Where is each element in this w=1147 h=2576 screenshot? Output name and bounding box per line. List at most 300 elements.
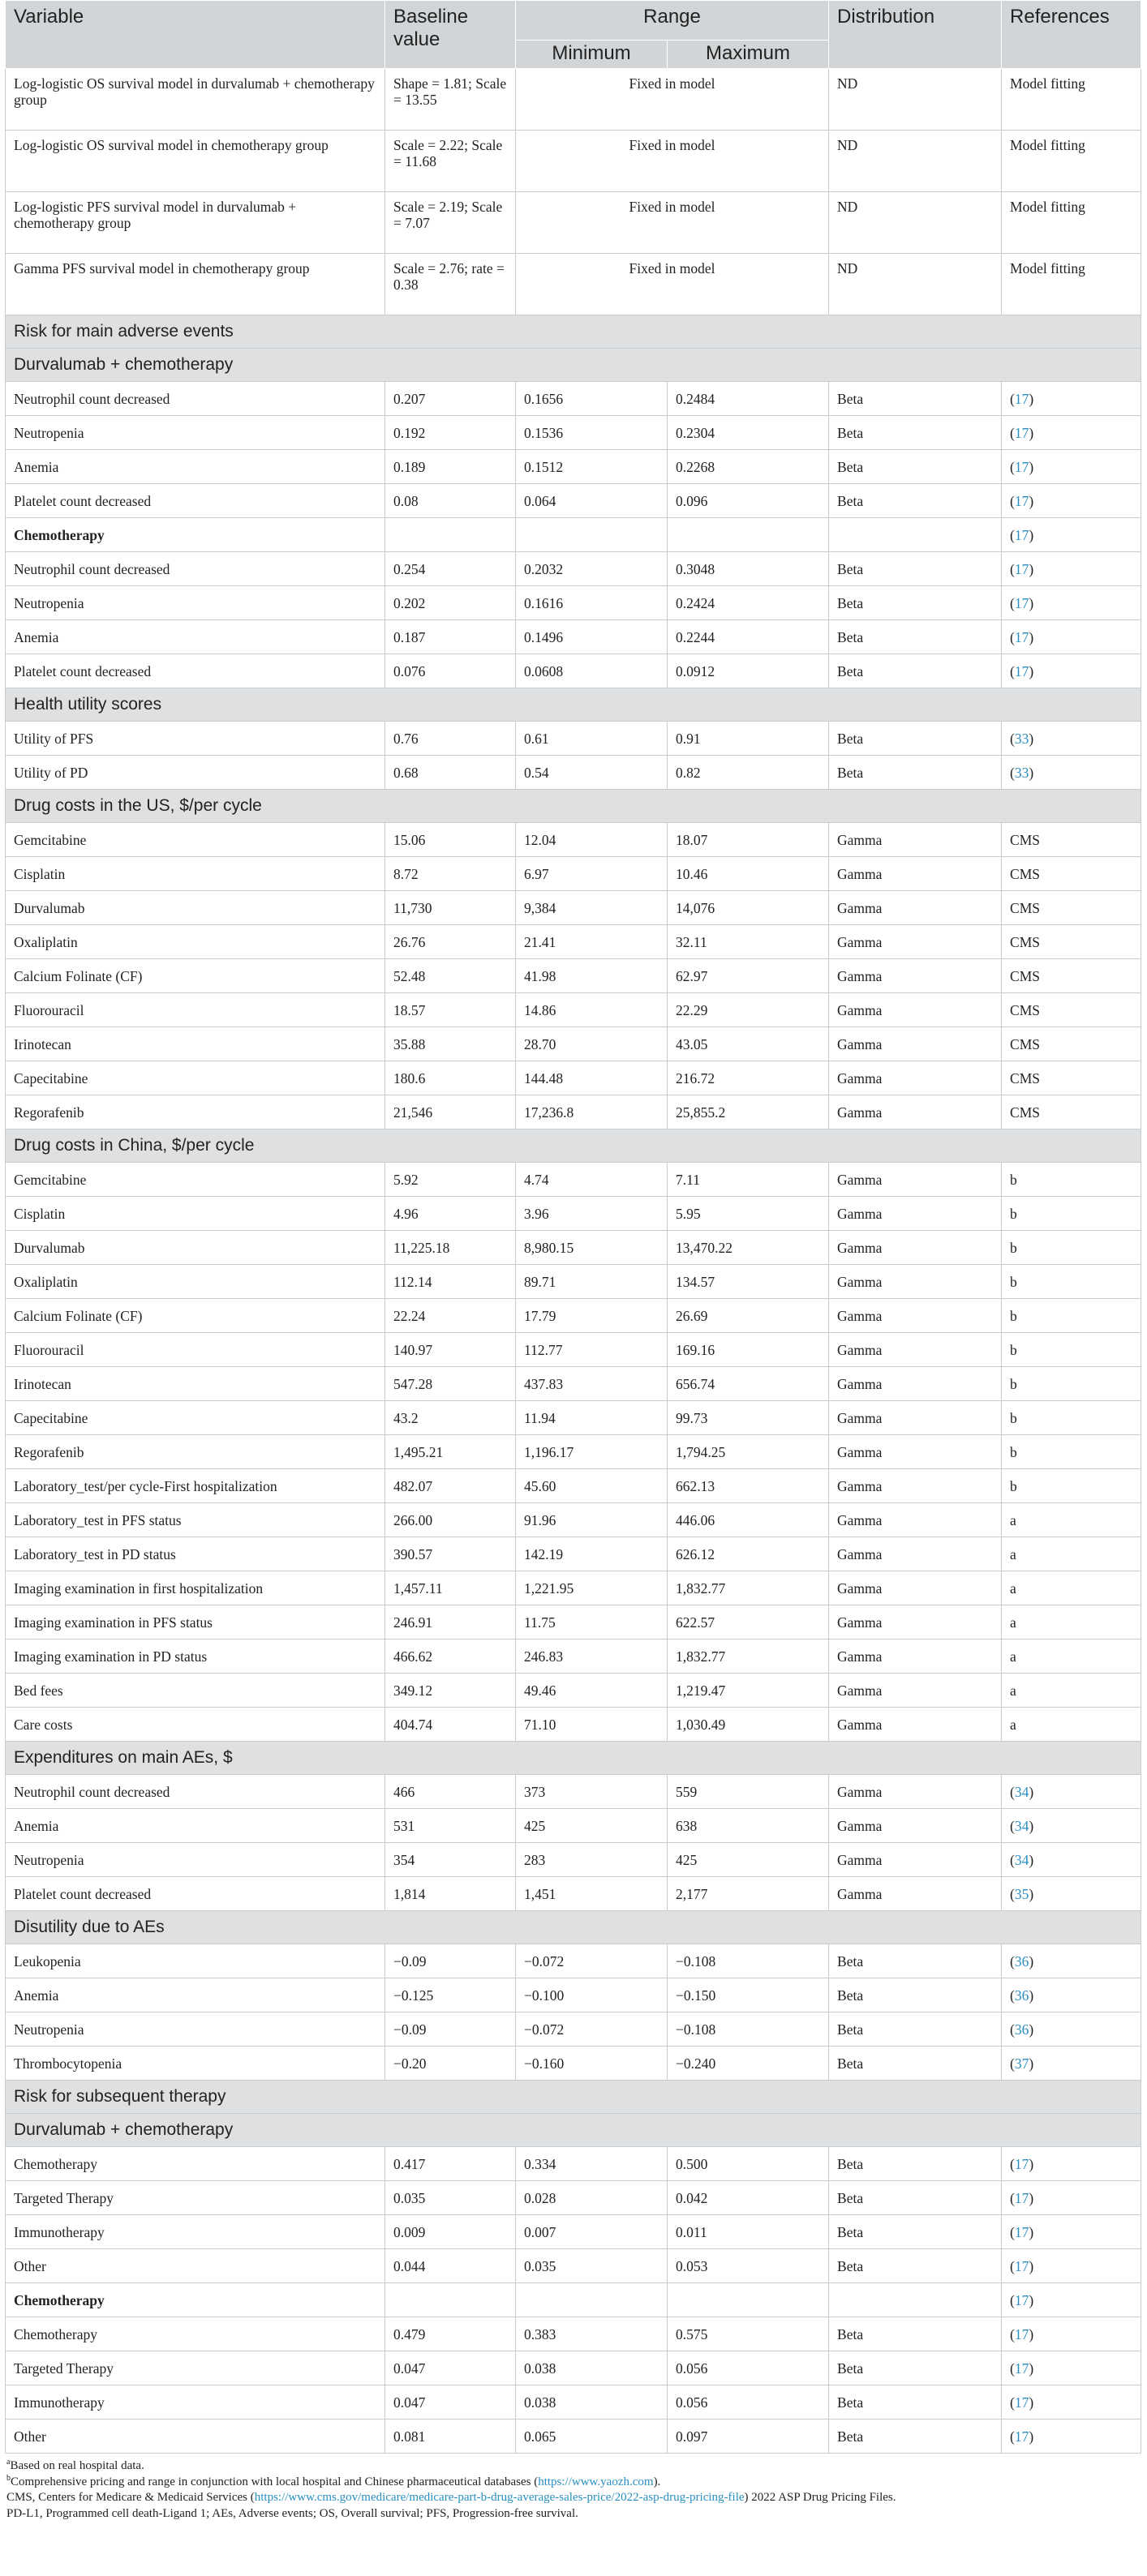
cell-distribution: Beta bbox=[829, 2181, 1002, 2215]
cell-variable: Oxaliplatin bbox=[6, 925, 385, 959]
section-title: Durvalumab + chemotherapy bbox=[6, 2114, 1141, 2147]
cell-minimum: 17,236.8 bbox=[516, 1095, 668, 1129]
cell-maximum bbox=[668, 2283, 829, 2317]
cell-reference: (17) bbox=[1002, 2181, 1141, 2215]
parameters-table bbox=[5, 0, 1141, 2454]
cell-reference: b bbox=[1002, 1163, 1141, 1197]
cell-variable: Neutropenia bbox=[6, 416, 385, 450]
cell-distribution: Beta bbox=[829, 552, 1002, 586]
table-row bbox=[6, 1333, 1141, 1367]
reference-link[interactable]: 17 bbox=[1014, 424, 1029, 441]
cell-baseline: 8.72 bbox=[385, 857, 516, 891]
table-row bbox=[6, 416, 1141, 450]
reference-link[interactable]: 33 bbox=[1014, 730, 1029, 747]
reference-link[interactable]: 36 bbox=[1014, 2021, 1029, 2038]
cell-maximum: 22.29 bbox=[668, 993, 829, 1027]
cell-maximum: 0.097 bbox=[668, 2420, 829, 2454]
reference-link[interactable]: 37 bbox=[1014, 2055, 1029, 2072]
cell-maximum bbox=[668, 518, 829, 552]
cell-variable: Bed fees bbox=[6, 1674, 385, 1708]
table-row bbox=[6, 2215, 1141, 2249]
cell-distribution: Gamma bbox=[829, 1605, 1002, 1639]
section-header-row bbox=[6, 790, 1141, 823]
table-row bbox=[6, 2420, 1141, 2454]
table-row bbox=[6, 1843, 1141, 1877]
cell-maximum: 134.57 bbox=[668, 1265, 829, 1299]
cell-variable: Chemotherapy bbox=[6, 2317, 385, 2351]
cell-minimum bbox=[516, 518, 668, 552]
cell-maximum: 0.0912 bbox=[668, 654, 829, 688]
reference-link[interactable]: 17 bbox=[1014, 2155, 1029, 2172]
table-row bbox=[6, 2385, 1141, 2420]
cell-distribution: Gamma bbox=[829, 1843, 1002, 1877]
cell-reference: b bbox=[1002, 1197, 1141, 1231]
section-title: Risk for subsequent therapy bbox=[6, 2081, 1141, 2114]
cell-minimum: 437.83 bbox=[516, 1367, 668, 1401]
table-row bbox=[6, 2249, 1141, 2283]
footnotes bbox=[6, 2458, 1147, 2522]
cell-reference: CMS bbox=[1002, 1095, 1141, 1129]
cell-baseline: 35.88 bbox=[385, 1027, 516, 1061]
cell-minimum: 142.19 bbox=[516, 1537, 668, 1571]
cell-variable: Chemotherapy bbox=[6, 518, 385, 552]
cell-distribution: Beta bbox=[829, 2249, 1002, 2283]
cell-maximum: 0.2424 bbox=[668, 586, 829, 620]
section-title: Durvalumab + chemotherapy bbox=[6, 349, 1141, 382]
header-references: References bbox=[1002, 1, 1141, 69]
cell-maximum: 18.07 bbox=[668, 823, 829, 857]
table-row bbox=[6, 654, 1141, 688]
table-row bbox=[6, 192, 1141, 254]
cell-minimum: 17.79 bbox=[516, 1299, 668, 1333]
cell-reference: b bbox=[1002, 1469, 1141, 1503]
cell-distribution: Beta bbox=[829, 450, 1002, 484]
cell-maximum: 0.056 bbox=[668, 2385, 829, 2420]
cell-baseline: 140.97 bbox=[385, 1333, 516, 1367]
cell-reference: (36) bbox=[1002, 2012, 1141, 2047]
cell-reference: (35) bbox=[1002, 1877, 1141, 1911]
table-row bbox=[6, 2283, 1141, 2317]
cell-minimum: 4.74 bbox=[516, 1163, 668, 1197]
cell-maximum: 656.74 bbox=[668, 1367, 829, 1401]
cell-baseline: 4.96 bbox=[385, 1197, 516, 1231]
cell-minimum: 45.60 bbox=[516, 1469, 668, 1503]
reference-link[interactable]: 35 bbox=[1014, 1885, 1029, 1902]
cell-baseline: −0.09 bbox=[385, 1944, 516, 1978]
cell-minimum: 0.383 bbox=[516, 2317, 668, 2351]
section-header-row bbox=[6, 315, 1141, 349]
cell-variable: Irinotecan bbox=[6, 1367, 385, 1401]
section-title: Risk for main adverse events bbox=[6, 315, 1141, 349]
cell-maximum: 1,030.49 bbox=[668, 1708, 829, 1742]
cell-baseline: 22.24 bbox=[385, 1299, 516, 1333]
cell-variable: Imaging examination in PFS status bbox=[6, 1605, 385, 1639]
cell-baseline: 404.74 bbox=[385, 1708, 516, 1742]
cell-minimum: 112.77 bbox=[516, 1333, 668, 1367]
cell-reference: (17) bbox=[1002, 2215, 1141, 2249]
reference-link[interactable]: 17 bbox=[1014, 594, 1029, 611]
cell-reference: (17) bbox=[1002, 382, 1141, 416]
reference-link[interactable]: 17 bbox=[1014, 526, 1029, 543]
cell-variable: Cisplatin bbox=[6, 1197, 385, 1231]
reference-link[interactable]: 17 bbox=[1014, 2189, 1029, 2206]
cell-range: Fixed in model bbox=[516, 254, 829, 315]
cell-reference: a bbox=[1002, 1708, 1141, 1742]
cell-baseline: 0.047 bbox=[385, 2351, 516, 2385]
cell-reference: (17) bbox=[1002, 2385, 1141, 2420]
cell-range: Fixed in model bbox=[516, 69, 829, 131]
cell-baseline: 0.254 bbox=[385, 552, 516, 586]
cell-reference: (17) bbox=[1002, 654, 1141, 688]
reference-link[interactable]: 17 bbox=[1014, 2325, 1029, 2342]
reference-link[interactable]: 17 bbox=[1014, 2257, 1029, 2274]
cell-distribution: Beta bbox=[829, 2012, 1002, 2047]
cell-maximum: 626.12 bbox=[668, 1537, 829, 1571]
cell-maximum: 662.13 bbox=[668, 1469, 829, 1503]
cell-distribution: Gamma bbox=[829, 1639, 1002, 1674]
table-row bbox=[6, 1978, 1141, 2012]
cell-maximum: 5.95 bbox=[668, 1197, 829, 1231]
table-row bbox=[6, 518, 1141, 552]
cell-maximum: 638 bbox=[668, 1809, 829, 1843]
cell-baseline: 466.62 bbox=[385, 1639, 516, 1674]
cell-baseline: 0.035 bbox=[385, 2181, 516, 2215]
reference-link[interactable]: 34 bbox=[1014, 1851, 1029, 1868]
cell-distribution: Gamma bbox=[829, 1265, 1002, 1299]
cell-maximum: 99.73 bbox=[668, 1401, 829, 1435]
header-maximum: Maximum bbox=[668, 41, 829, 69]
cell-distribution: Gamma bbox=[829, 1674, 1002, 1708]
table-row bbox=[6, 1061, 1141, 1095]
table-row bbox=[6, 756, 1141, 790]
cell-distribution: ND bbox=[829, 69, 1002, 131]
table-row bbox=[6, 1674, 1141, 1708]
cell-distribution: Gamma bbox=[829, 823, 1002, 857]
cell-minimum: 283 bbox=[516, 1843, 668, 1877]
table-row bbox=[6, 891, 1141, 925]
cell-distribution: Beta bbox=[829, 484, 1002, 518]
cell-variable: Laboratory_test/per cycle-First hospitalization bbox=[6, 1469, 385, 1503]
cell-minimum: 14.86 bbox=[516, 993, 668, 1027]
cell-maximum: 0.82 bbox=[668, 756, 829, 790]
cell-distribution: Gamma bbox=[829, 1469, 1002, 1503]
cell-variable: Chemotherapy bbox=[6, 2283, 385, 2317]
cell-baseline: −0.125 bbox=[385, 1978, 516, 2012]
cell-variable: Log-logistic OS survival model in chemotherapy group bbox=[6, 131, 385, 192]
cell-maximum: 1,832.77 bbox=[668, 1639, 829, 1674]
cell-minimum: 0.1512 bbox=[516, 450, 668, 484]
cell-distribution: Gamma bbox=[829, 1401, 1002, 1435]
reference-link[interactable]: 17 bbox=[1014, 628, 1029, 645]
cell-baseline: −0.20 bbox=[385, 2047, 516, 2081]
table-row bbox=[6, 1809, 1141, 1843]
reference-link[interactable]: 17 bbox=[1014, 2223, 1029, 2240]
cell-baseline: 0.044 bbox=[385, 2249, 516, 2283]
cell-minimum: −0.072 bbox=[516, 2012, 668, 2047]
footnote-abbreviations: PD-L1, Programmed cell death-Ligand 1; AEs, Adverse events; OS, Overall survival; PFS, Progression-free survival. bbox=[6, 2506, 578, 2520]
cell-distribution: Gamma bbox=[829, 857, 1002, 891]
cell-variable: Calcium Folinate (CF) bbox=[6, 1299, 385, 1333]
cell-reference: Model fitting bbox=[1002, 69, 1141, 131]
reference-link[interactable]: 36 bbox=[1014, 1952, 1029, 1970]
cell-distribution: ND bbox=[829, 254, 1002, 315]
cell-variable: Neutrophil count decreased bbox=[6, 1775, 385, 1809]
cell-reference: b bbox=[1002, 1265, 1141, 1299]
cell-distribution: Beta bbox=[829, 2147, 1002, 2181]
cell-maximum: 2,177 bbox=[668, 1877, 829, 1911]
cell-reference: Model fitting bbox=[1002, 254, 1141, 315]
cell-variable: Fluorouracil bbox=[6, 1333, 385, 1367]
cell-distribution: Beta bbox=[829, 2047, 1002, 2081]
cell-baseline: 0.68 bbox=[385, 756, 516, 790]
cell-reference: (34) bbox=[1002, 1775, 1141, 1809]
cms-link[interactable]: https://www.cms.gov/medicare/medicare-part-b-drug-average-sales-price/2022-asp-drug-pricing-file bbox=[254, 2491, 745, 2504]
cell-variable: Neutropenia bbox=[6, 586, 385, 620]
cell-minimum: 144.48 bbox=[516, 1061, 668, 1095]
cell-distribution: Beta bbox=[829, 654, 1002, 688]
cell-distribution: Gamma bbox=[829, 1537, 1002, 1571]
table-row bbox=[6, 1639, 1141, 1674]
cell-baseline: 0.207 bbox=[385, 382, 516, 416]
cell-maximum: 425 bbox=[668, 1843, 829, 1877]
reference-link[interactable]: 17 bbox=[1014, 2394, 1029, 2411]
cell-reference: (17) bbox=[1002, 416, 1141, 450]
cell-reference: (36) bbox=[1002, 1978, 1141, 2012]
cell-maximum: 169.16 bbox=[668, 1333, 829, 1367]
cell-baseline: 1,495.21 bbox=[385, 1435, 516, 1469]
cell-maximum: 622.57 bbox=[668, 1605, 829, 1639]
cell-minimum: 12.04 bbox=[516, 823, 668, 857]
cell-distribution bbox=[829, 2283, 1002, 2317]
cell-maximum: 0.575 bbox=[668, 2317, 829, 2351]
cell-minimum: 3.96 bbox=[516, 1197, 668, 1231]
cell-baseline: 11,730 bbox=[385, 891, 516, 925]
cell-distribution: Gamma bbox=[829, 1809, 1002, 1843]
cell-variable: Calcium Folinate (CF) bbox=[6, 959, 385, 993]
reference-link[interactable]: 17 bbox=[1014, 2291, 1029, 2308]
cell-maximum: 559 bbox=[668, 1775, 829, 1809]
cell-baseline: Scale = 2.22; Scale = 11.68 bbox=[385, 131, 516, 192]
cell-baseline: 1,814 bbox=[385, 1877, 516, 1911]
cell-variable: Neutrophil count decreased bbox=[6, 552, 385, 586]
table-row bbox=[6, 1537, 1141, 1571]
reference-link[interactable]: 36 bbox=[1014, 1987, 1029, 2004]
cell-distribution: Beta bbox=[829, 722, 1002, 756]
cell-reference: (34) bbox=[1002, 1809, 1141, 1843]
reference-link[interactable]: 17 bbox=[1014, 458, 1029, 475]
table-row bbox=[6, 1197, 1141, 1231]
cell-distribution: Gamma bbox=[829, 1095, 1002, 1129]
cell-variable: Gamma PFS survival model in chemotherapy group bbox=[6, 254, 385, 315]
reference-link[interactable]: 34 bbox=[1014, 1817, 1029, 1834]
cell-reference: (17) bbox=[1002, 2420, 1141, 2454]
cell-variable: Durvalumab bbox=[6, 891, 385, 925]
cell-variable: Oxaliplatin bbox=[6, 1265, 385, 1299]
cell-minimum: 0.038 bbox=[516, 2351, 668, 2385]
cell-distribution: Gamma bbox=[829, 993, 1002, 1027]
cell-maximum: 32.11 bbox=[668, 925, 829, 959]
cell-variable: Log-logistic OS survival model in durvalumab + chemotherapy group bbox=[6, 69, 385, 131]
table-row bbox=[6, 1435, 1141, 1469]
cell-variable: Neutrophil count decreased bbox=[6, 382, 385, 416]
reference-link[interactable]: 17 bbox=[1014, 492, 1029, 509]
cell-baseline: Scale = 2.19; Scale = 7.07 bbox=[385, 192, 516, 254]
cell-maximum: 62.97 bbox=[668, 959, 829, 993]
header-variable: Variable bbox=[6, 1, 385, 69]
cell-variable: Chemotherapy bbox=[6, 2147, 385, 2181]
section-title: Drug costs in the US, $/per cycle bbox=[6, 790, 1141, 823]
cell-variable: Other bbox=[6, 2420, 385, 2454]
cell-maximum: 0.500 bbox=[668, 2147, 829, 2181]
cell-variable: Regorafenib bbox=[6, 1095, 385, 1129]
section-header-row bbox=[6, 349, 1141, 382]
cell-distribution: Gamma bbox=[829, 1163, 1002, 1197]
cell-baseline: 112.14 bbox=[385, 1265, 516, 1299]
table-row bbox=[6, 131, 1141, 192]
footnote-cms: CMS, Centers for Medicare & Medicaid Services (https://www.cms.gov/medicare/medicare-part-b-drug-average-sales-price/2022-asp-drug-pricing-file) 2022 ASP Drug Pricing Files. bbox=[6, 2491, 896, 2504]
table-body bbox=[6, 69, 1141, 2454]
table-row bbox=[6, 2012, 1141, 2047]
cell-baseline: 21,546 bbox=[385, 1095, 516, 1129]
cell-variable: Regorafenib bbox=[6, 1435, 385, 1469]
cell-reference: b bbox=[1002, 1231, 1141, 1265]
cell-reference: (17) bbox=[1002, 2283, 1141, 2317]
cell-minimum: 91.96 bbox=[516, 1503, 668, 1537]
cell-variable: Utility of PD bbox=[6, 756, 385, 790]
cell-maximum: 0.042 bbox=[668, 2181, 829, 2215]
cell-distribution bbox=[829, 518, 1002, 552]
table-row bbox=[6, 1775, 1141, 1809]
cell-distribution: Gamma bbox=[829, 925, 1002, 959]
cell-minimum: 0.028 bbox=[516, 2181, 668, 2215]
cell-variable: Log-logistic PFS survival model in durvalumab + chemotherapy group bbox=[6, 192, 385, 254]
table-row bbox=[6, 857, 1141, 891]
cell-maximum: 14,076 bbox=[668, 891, 829, 925]
table-row bbox=[6, 1367, 1141, 1401]
reference-link[interactable]: 17 bbox=[1014, 2360, 1029, 2377]
cell-reference: CMS bbox=[1002, 823, 1141, 857]
reference-link[interactable]: 17 bbox=[1014, 2428, 1029, 2445]
cell-range: Fixed in model bbox=[516, 131, 829, 192]
cell-minimum: 28.70 bbox=[516, 1027, 668, 1061]
cell-variable: Imaging examination in first hospitalization bbox=[6, 1571, 385, 1605]
reference-link[interactable]: 17 bbox=[1014, 390, 1029, 407]
cell-distribution: Gamma bbox=[829, 1333, 1002, 1367]
cell-baseline: 0.08 bbox=[385, 484, 516, 518]
table-row bbox=[6, 620, 1141, 654]
cell-baseline: −0.09 bbox=[385, 2012, 516, 2047]
reference-link[interactable]: 33 bbox=[1014, 764, 1029, 781]
table-row bbox=[6, 1708, 1141, 1742]
reference-link[interactable]: 17 bbox=[1014, 662, 1029, 679]
cell-variable: Neutropenia bbox=[6, 2012, 385, 2047]
cell-reference: b bbox=[1002, 1299, 1141, 1333]
reference-link[interactable]: 34 bbox=[1014, 1783, 1029, 1800]
table-row bbox=[6, 552, 1141, 586]
section-header-row bbox=[6, 1129, 1141, 1163]
cell-reference: (17) bbox=[1002, 2351, 1141, 2385]
cell-minimum: 0.035 bbox=[516, 2249, 668, 2283]
cell-distribution: Gamma bbox=[829, 1367, 1002, 1401]
cell-distribution: Beta bbox=[829, 756, 1002, 790]
cell-reference: (36) bbox=[1002, 1944, 1141, 1978]
cell-minimum: 0.007 bbox=[516, 2215, 668, 2249]
cell-maximum: 10.46 bbox=[668, 857, 829, 891]
cell-distribution: Gamma bbox=[829, 1775, 1002, 1809]
cell-baseline: 0.202 bbox=[385, 586, 516, 620]
cell-baseline: Shape = 1.81; Scale = 13.55 bbox=[385, 69, 516, 131]
cell-maximum: 25,855.2 bbox=[668, 1095, 829, 1129]
cell-maximum: 26.69 bbox=[668, 1299, 829, 1333]
cell-minimum: 0.1616 bbox=[516, 586, 668, 620]
cell-variable: Immunotherapy bbox=[6, 2215, 385, 2249]
table-row bbox=[6, 1231, 1141, 1265]
cell-baseline: 18.57 bbox=[385, 993, 516, 1027]
header-range: Range bbox=[516, 1, 829, 41]
cell-distribution: Gamma bbox=[829, 1708, 1002, 1742]
cell-variable: Laboratory_test in PFS status bbox=[6, 1503, 385, 1537]
table-row bbox=[6, 450, 1141, 484]
cell-reference: a bbox=[1002, 1639, 1141, 1674]
cell-baseline bbox=[385, 2283, 516, 2317]
cell-minimum: 373 bbox=[516, 1775, 668, 1809]
cell-reference: a bbox=[1002, 1537, 1141, 1571]
cell-variable: Care costs bbox=[6, 1708, 385, 1742]
cell-minimum: 11.75 bbox=[516, 1605, 668, 1639]
table-row bbox=[6, 925, 1141, 959]
cell-reference: (17) bbox=[1002, 2317, 1141, 2351]
cell-distribution: Beta bbox=[829, 2351, 1002, 2385]
table-row bbox=[6, 69, 1141, 131]
cell-minimum: 1,196.17 bbox=[516, 1435, 668, 1469]
cell-distribution: Gamma bbox=[829, 1503, 1002, 1537]
cell-reference: (17) bbox=[1002, 484, 1141, 518]
cell-baseline: 531 bbox=[385, 1809, 516, 1843]
cell-maximum: 0.2304 bbox=[668, 416, 829, 450]
cell-minimum: 0.038 bbox=[516, 2385, 668, 2420]
section-title: Health utility scores bbox=[6, 688, 1141, 722]
cell-minimum: 0.1656 bbox=[516, 382, 668, 416]
reference-link[interactable]: 17 bbox=[1014, 560, 1029, 577]
header-minimum: Minimum bbox=[516, 41, 668, 69]
cell-baseline: 0.187 bbox=[385, 620, 516, 654]
cell-distribution: Gamma bbox=[829, 1435, 1002, 1469]
table-row bbox=[6, 1027, 1141, 1061]
cell-distribution: ND bbox=[829, 131, 1002, 192]
cell-maximum: 0.056 bbox=[668, 2351, 829, 2385]
cell-reference: (37) bbox=[1002, 2047, 1141, 2081]
cell-variable: Gemcitabine bbox=[6, 823, 385, 857]
cell-variable: Cisplatin bbox=[6, 857, 385, 891]
cell-baseline: 0.479 bbox=[385, 2317, 516, 2351]
cell-baseline: 349.12 bbox=[385, 1674, 516, 1708]
cell-minimum: 0.61 bbox=[516, 722, 668, 756]
cell-distribution: Gamma bbox=[829, 1061, 1002, 1095]
cell-minimum: 1,221.95 bbox=[516, 1571, 668, 1605]
cell-reference: (17) bbox=[1002, 2249, 1141, 2283]
table-row bbox=[6, 382, 1141, 416]
cell-range: Fixed in model bbox=[516, 192, 829, 254]
cell-distribution: Gamma bbox=[829, 1299, 1002, 1333]
table-row bbox=[6, 2047, 1141, 2081]
table-row bbox=[6, 1944, 1141, 1978]
cell-reference: CMS bbox=[1002, 891, 1141, 925]
cell-baseline: 0.76 bbox=[385, 722, 516, 756]
cell-minimum: 0.1496 bbox=[516, 620, 668, 654]
yaozh-link[interactable]: https://www.yaozh.com bbox=[538, 2475, 654, 2488]
section-title: Expenditures on main AEs, $ bbox=[6, 1742, 1141, 1775]
table-row bbox=[6, 1503, 1141, 1537]
